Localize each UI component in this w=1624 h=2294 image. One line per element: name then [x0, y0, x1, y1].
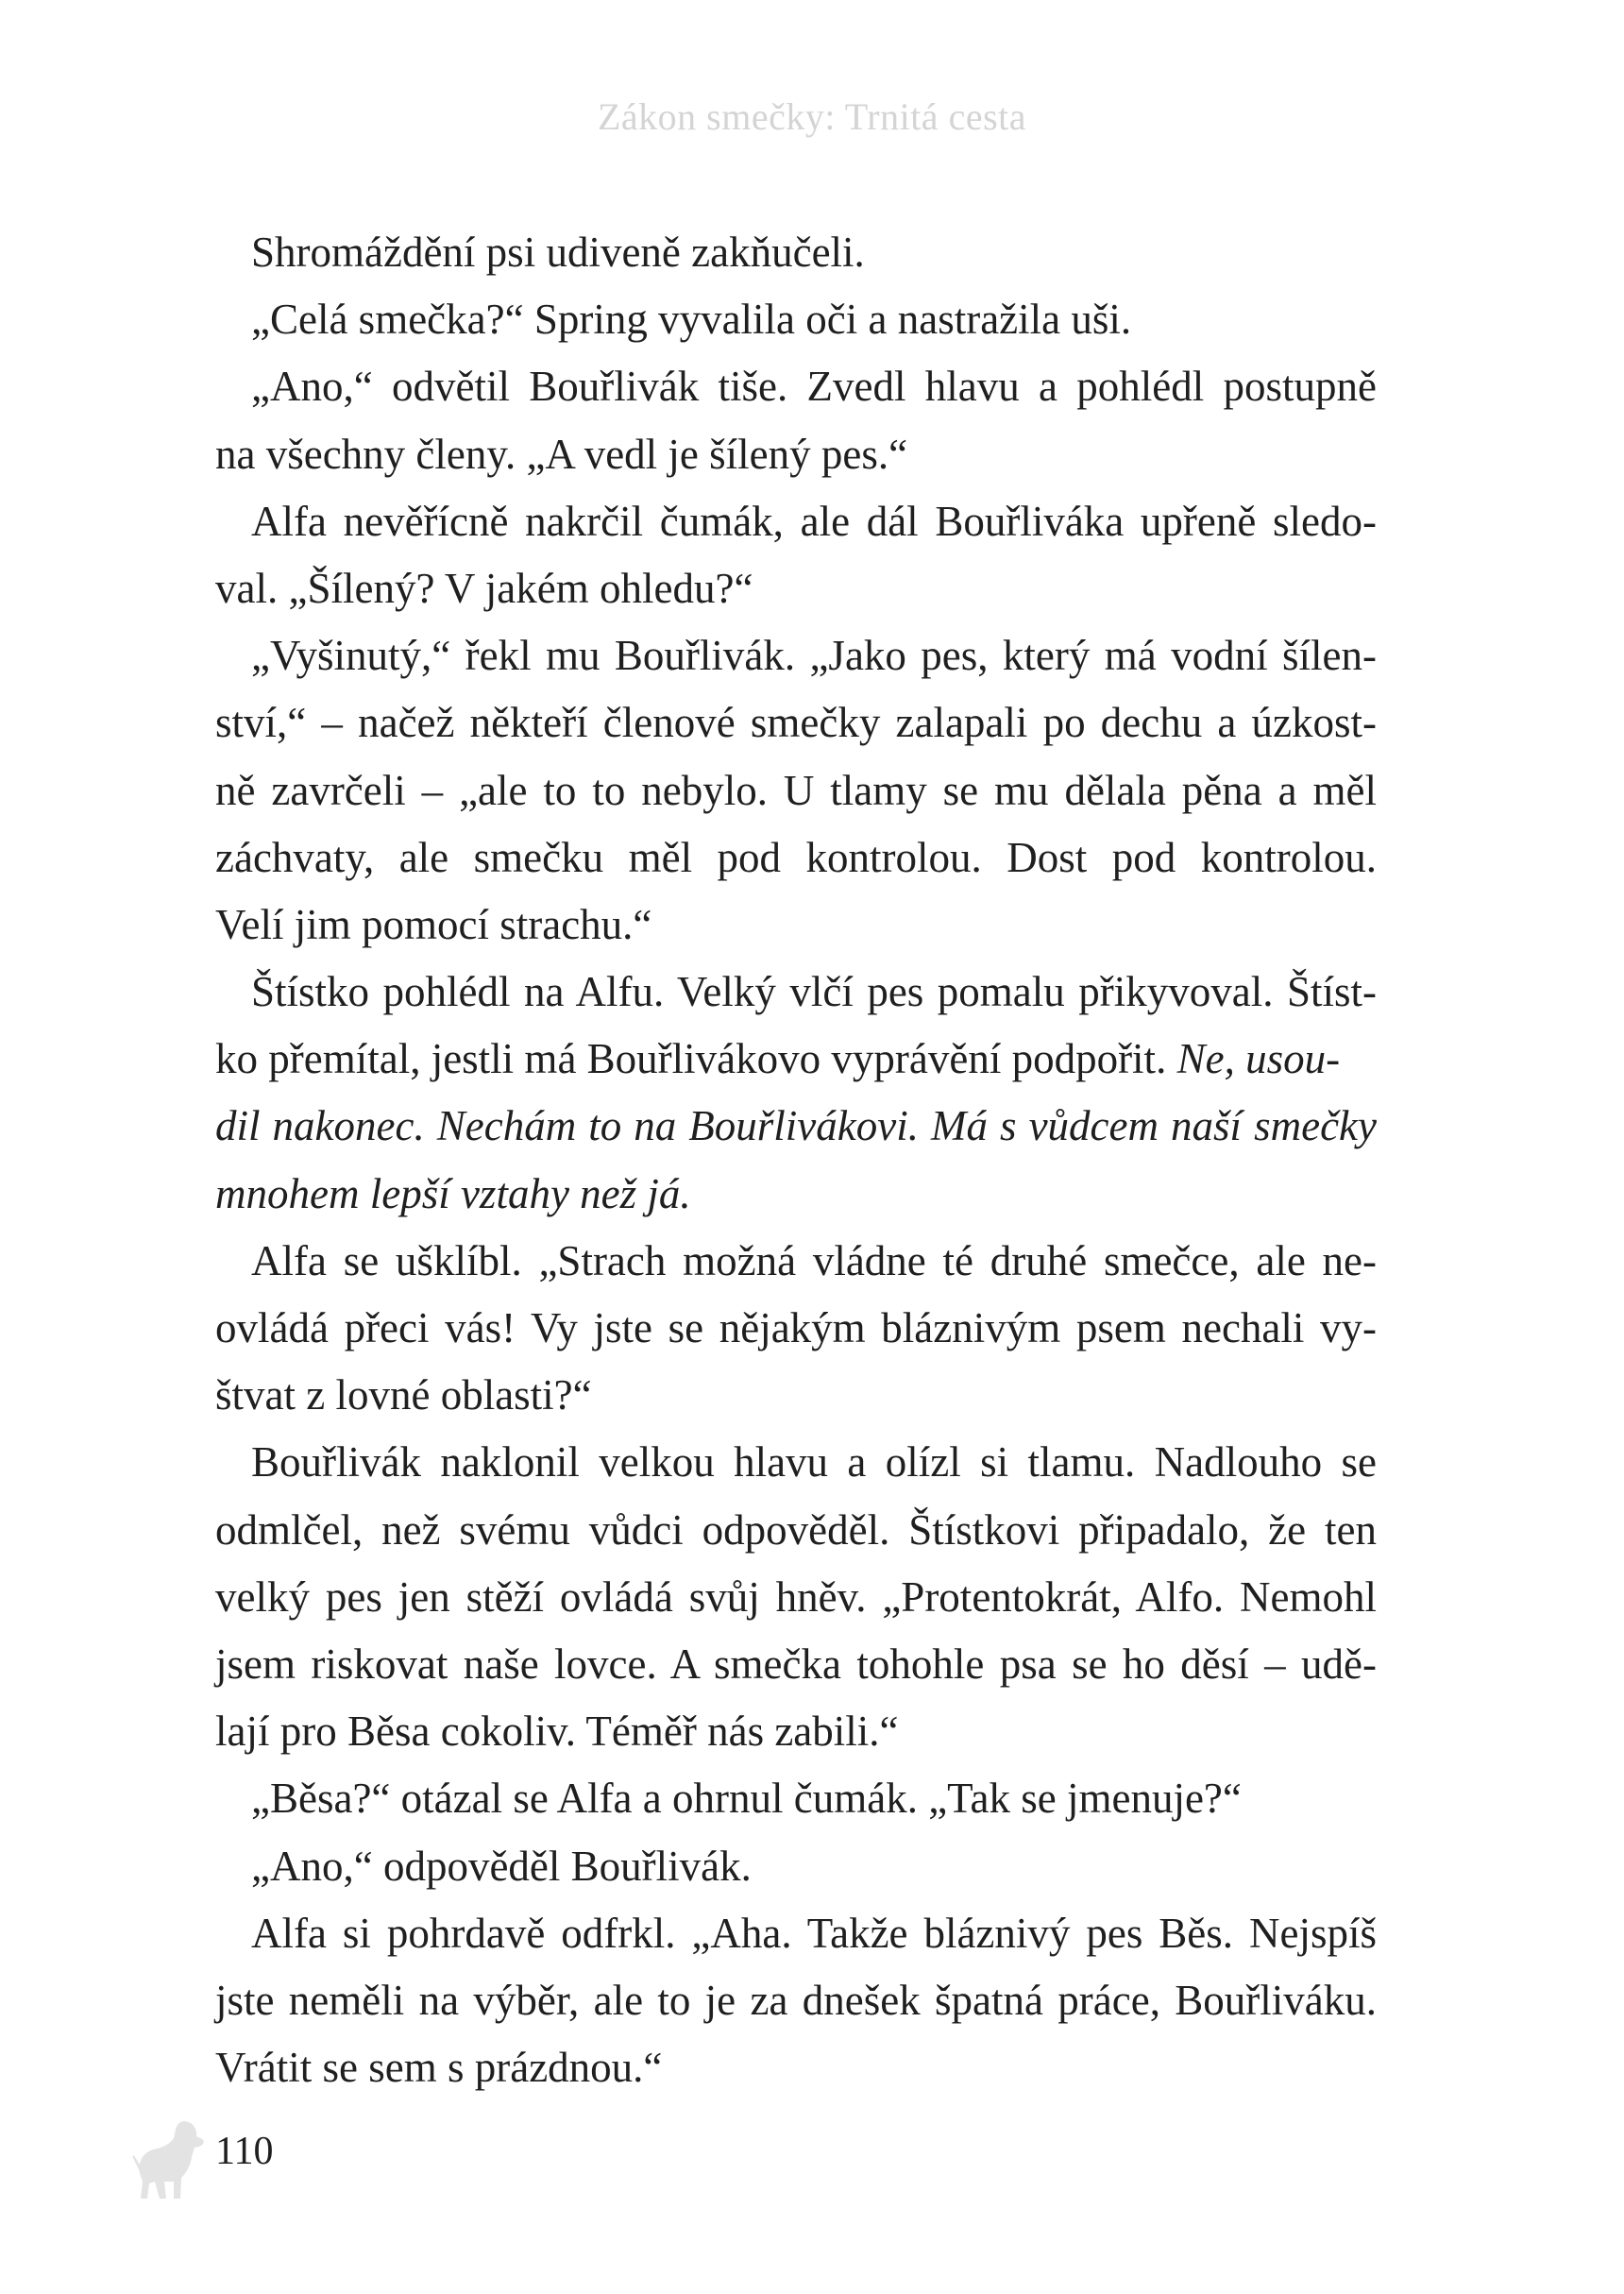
text-line: Shromáždění psi udiveně zakňučeli. [251, 229, 865, 276]
text-line: Alfa si pohrdavě odfrkl. „Aha. Takže bláznivý pes Běs. Nejspíš [251, 1909, 1377, 1957]
text-line: Vrátit se sem s prázdnou.“ [215, 2044, 663, 2092]
text-line: lají pro Běsa cokoliv. Téměř nás zabili.“ [215, 1708, 899, 1756]
italic-thought-line: mnohem lepší vztahy než já. [215, 1169, 691, 1217]
text-line: ně zavrčeli – „ale to to nebylo. U tlamy se mu dělala pěna a měl [215, 766, 1377, 814]
text-line: Velí jim pomocí strachu.“ [215, 900, 652, 948]
body-text [215, 219, 1377, 2101]
text-line: jste neměli na výběr, ale to je za dnešek špatná práce, Bouřliváku. [215, 1976, 1377, 2024]
text-line: na všechny členy. „A vedl je šílený pes.“ [215, 430, 908, 478]
text-line: Štístko pohlédl na Alfu. Velký vlčí pes pomalu přikyvoval. Štíst- [251, 968, 1377, 1016]
text-line: Alfa se ušklíbl. „Strach možná vládne té druhé smečce, ale ne- [251, 1236, 1377, 1284]
text-line [215, 1026, 1377, 1093]
page-number: 110 [215, 2130, 274, 2173]
text-line: „Ano,“ odvětil Bouřlivák tiše. Zvedl hlavu a pohlédl postupně [251, 363, 1377, 411]
text-line: Alfa nevěřícně nakrčil čumák, ale dál Bouřliváka upřeně sledo- [251, 497, 1377, 545]
text-line: „Vyšinutý,“ řekl mu Bouřlivák. „Jako pes, který má vodní šílen- [251, 632, 1377, 680]
text-line: jsem riskovat naše lovce. A smečka tohohle psa se ho děsí – udě- [215, 1640, 1377, 1688]
dog-silhouette-icon [132, 2116, 208, 2202]
text-line: štvat z lovné oblasti?“ [215, 1371, 592, 1419]
italic-thought-line: dil nakonec. Nechám to na Bouřlivákovi. Má s vůdcem naší smečky [215, 1102, 1377, 1150]
text-line: ovládá přeci vás! Vy jste se nějakým bláznivým psem nechali vy- [215, 1304, 1377, 1351]
text-line: ství,“ – načež někteří členové smečky zalapali po dechu a úzkost- [215, 699, 1377, 747]
running-header: Zákon smečky: Trnitá cesta [597, 95, 1027, 138]
text-line: „Běsa?“ otázal se Alfa a ohrnul čumák. „Tak se jmenuje?“ [251, 1775, 1242, 1823]
text-line: Bouřlivák naklonil velkou hlavu a olízl si tlamu. Nadlouho se [251, 1438, 1377, 1487]
text-line: záchvaty, ale smečku měl pod kontrolou. Dost pod kontrolou. [215, 833, 1377, 881]
text-line: velký pes jen stěží ovládá svůj hněv. „Protentokrát, Alfo. Nemohl [215, 1572, 1377, 1621]
text-line: „Celá smečka?“ Spring vyvalila oči a nastražila uši. [251, 296, 1132, 344]
text-line: odmlčel, než svému vůdci odpověděl. Štístkovi připadalo, že ten [215, 1505, 1377, 1554]
text-line: „Ano,“ odpověděl Bouřlivák. [251, 1842, 752, 1890]
text-line: val. „Šílený? V jakém ohledu?“ [215, 564, 753, 612]
italic-thought: Ne, usou- [1176, 1035, 1341, 1083]
text-segment: ko přemítal, jestli má Bouřlivákovo vyprávění podpořit. [215, 1035, 1167, 1083]
